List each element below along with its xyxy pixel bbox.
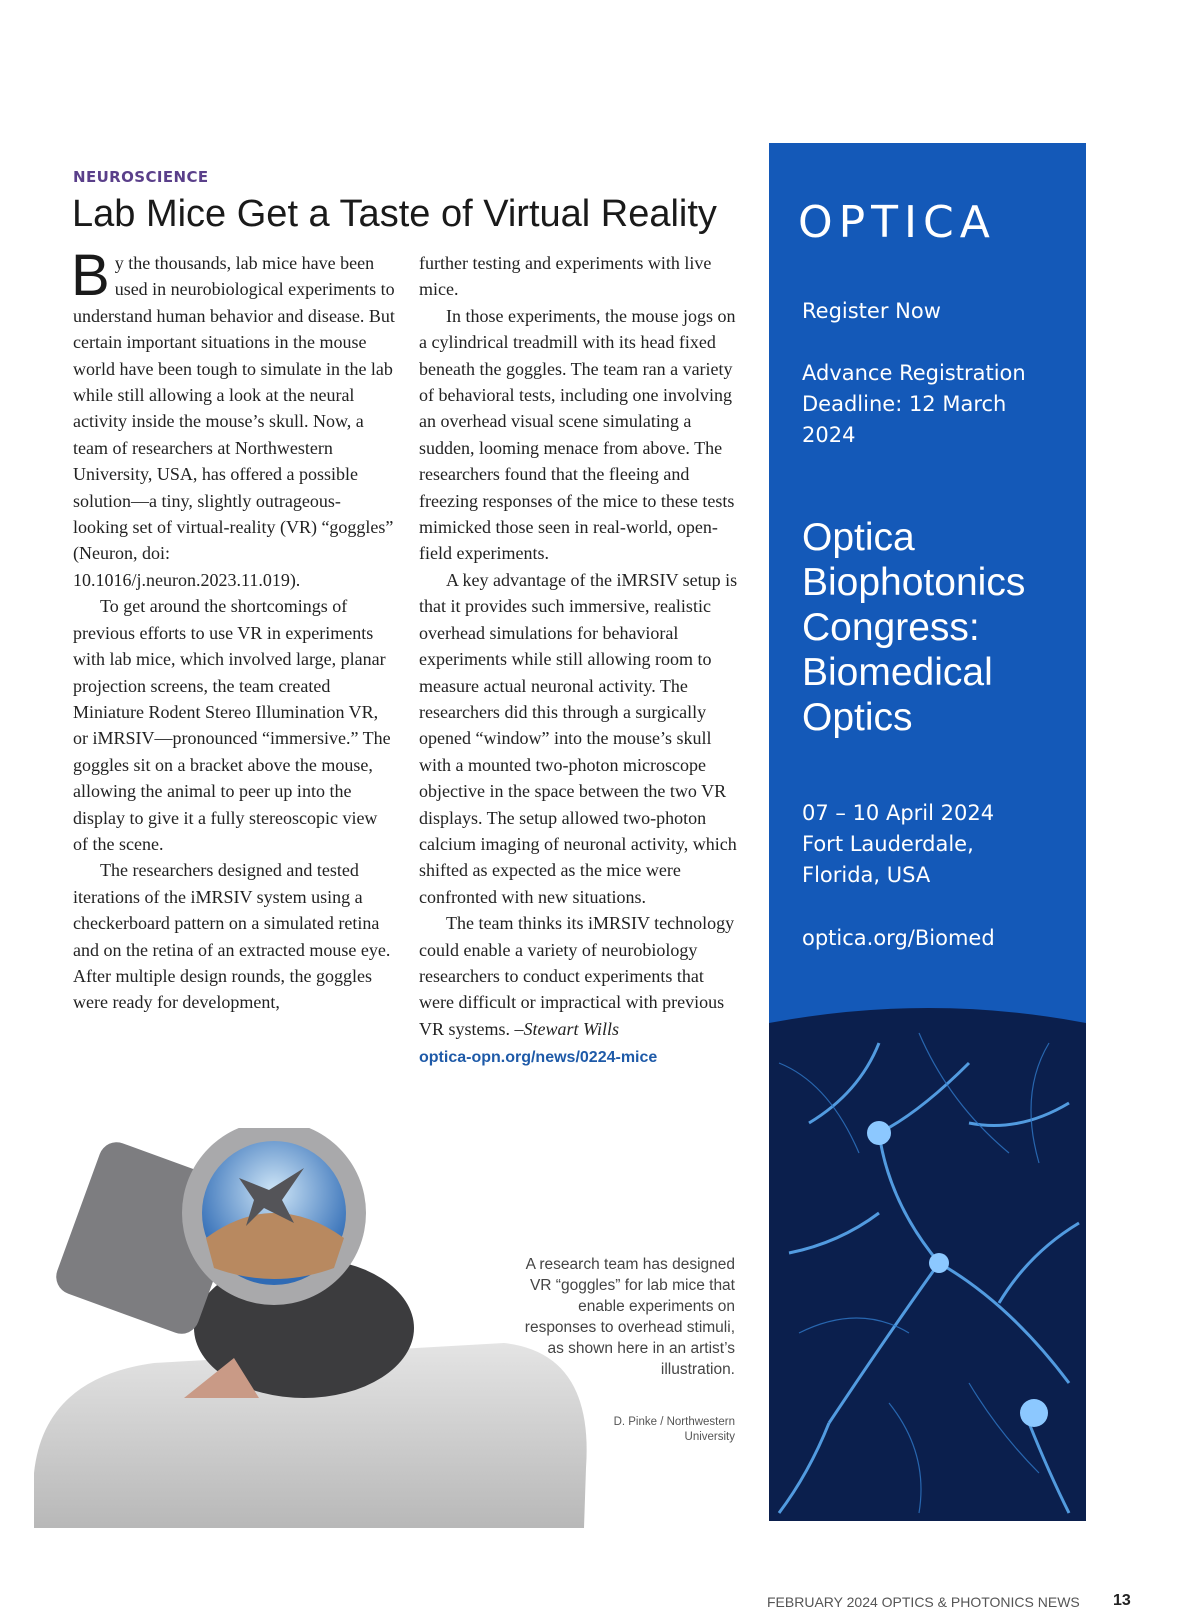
paragraph: A key advantage of the iMRSIV setup is that it provides such immersive, realistic overhead simulations for behavioral experiments while still allowing room to measure actual neuronal activity. The researchers did this through a surgically opened “window” into the mouse’s skull with a mounted two-photon microscope objective in the space between the two VR displays. The setup allowed two-photon calcium imaging of neuronal activity, which shifted as expected as the mice were confronted with new situations. xyxy=(419,569,738,907)
optica-logo: OPTICA xyxy=(798,197,996,248)
section-kicker: NEUROSCIENCE xyxy=(73,168,209,186)
event-dates-location: 07 – 10 April 2024 Fort Lauderdale, Florida, USA xyxy=(802,801,995,887)
ad-url[interactable]: optica.org/Biomed xyxy=(802,926,995,950)
page-number: 13 xyxy=(1113,1592,1131,1609)
paragraph xyxy=(419,910,741,1042)
drop-cap: B xyxy=(71,243,110,308)
article-column-1 xyxy=(71,243,395,1016)
optica-advertisement[interactable] xyxy=(769,143,1086,1521)
paragraph: To get around the shortcomings of previous efforts to use VR in experiments with lab mice, which involved large, planar projection screens, the team created Miniature Rodent Stereo Illumination VR, or iMRSIV—pronounced “immersive.” The goggles sit on a bracket above the mouse, allowing the animal to peer up into the display to give it a fully stereoscopic view of the scene. xyxy=(73,596,391,854)
image-credit: D. Pinke / Northwestern University xyxy=(613,1416,735,1443)
ad-event-title: Optica Biophotonics Congress: Biomedical Optics xyxy=(802,516,1026,739)
paragraph: In those experiments, the mouse jogs on a cylindrical treadmill with its head fixed beneath the goggles. The team ran a variety of behavioral tests, including one involving an overhead visual scene simulating a sudden, looming menace from above. The researchers found that the fleeing and freezing responses of the mice to these tests mimicked those seen in real-world, open-field experiments. xyxy=(419,305,736,564)
article-column-2 xyxy=(419,250,741,1072)
footer-issue: FEBRUARY 2024 OPTICS & PHOTONICS NEWS xyxy=(767,1594,1080,1610)
registration-deadline: Advance Registration Deadline: 12 March 2024 xyxy=(802,361,1026,447)
article-link[interactable]: optica-opn.org/news/0224-mice xyxy=(419,1049,658,1067)
image-caption: A research team has designed VR “goggles” for lab mice that enable experiments on responses to overhead stimuli, as shown here in an artist’s illustration. xyxy=(524,1256,735,1378)
article-headline: Lab Mice Get a Taste of Virtual Reality xyxy=(72,193,717,235)
paragraph-text: The team thinks its iMRSIV technology could enable a variety of neurobiology researchers to conduct experiments that were difficult or impractical with previous VR systems. xyxy=(419,913,735,1039)
paragraph: The researchers designed and tested iterations of the iMRSIV system using a checkerboard pattern on a simulated retina and on the retina of an extracted mouse eye. After multiple design rounds, the goggles were ready for development, xyxy=(73,860,391,1013)
register-now[interactable]: Register Now xyxy=(802,299,941,323)
paragraph-text: y the thousands, lab mice have been used in neurobiological experiments to understand human behavior and disease. But certain important situations in the mouse world have been tough to simulate in the lab while still allowing a look at the neural activity inside the mouse’s skull. Now, a team of researchers at Northwestern University, USA, has offered a possible solution—a tiny, slightly outrageous-looking set of virtual-reality (VR) “goggles” (Neuron, doi: 10.1016/j.neuron.2023.11.019). xyxy=(73,253,395,590)
paragraph xyxy=(71,243,395,593)
paragraph: further testing and experiments with live mice. xyxy=(419,253,712,300)
author-byline: –Stewart Wills xyxy=(514,1018,620,1039)
neuron-image xyxy=(769,1003,1086,1521)
